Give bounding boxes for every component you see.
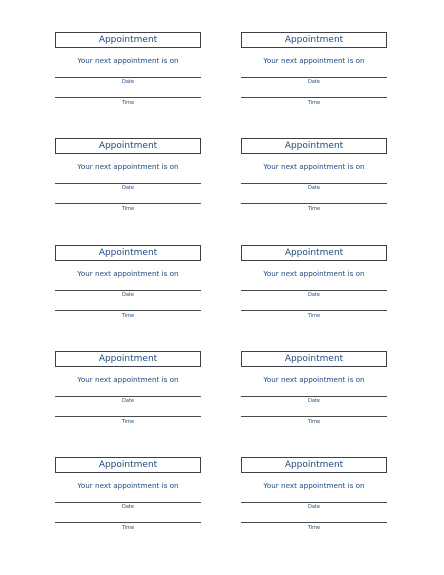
time-label: Time — [121, 100, 135, 106]
card-subtitle: Your next appointment is on — [77, 56, 179, 65]
card-title: Appointment — [98, 141, 158, 151]
time-line — [55, 97, 201, 98]
time-label: Time — [307, 100, 321, 106]
date-line — [241, 290, 387, 291]
card-subtitle: Your next appointment is on — [77, 375, 179, 384]
card-title-box — [55, 138, 201, 154]
date-label: Date — [122, 398, 134, 404]
card-subtitle: Your next appointment is on — [263, 162, 365, 171]
card-title-box — [55, 351, 201, 367]
time-label: Time — [121, 525, 135, 531]
date-label: Date — [122, 79, 134, 85]
card-title-box — [241, 351, 387, 367]
card-title: Appointment — [98, 460, 158, 470]
time-label: Time — [307, 206, 321, 212]
date-line — [55, 183, 201, 184]
date-label: Date — [122, 292, 134, 298]
card-title-box — [55, 245, 201, 261]
appointment-card — [241, 32, 387, 114]
date-line — [241, 396, 387, 397]
card-title-box — [241, 138, 387, 154]
card-title-box — [55, 457, 201, 473]
time-line — [55, 310, 201, 311]
date-label: Date — [122, 185, 134, 191]
time-label: Time — [121, 419, 135, 425]
card-title: Appointment — [284, 248, 344, 258]
card-title: Appointment — [98, 354, 158, 364]
card-subtitle: Your next appointment is on — [263, 269, 365, 278]
appointment-card — [241, 138, 387, 220]
date-line — [55, 396, 201, 397]
date-line — [241, 502, 387, 503]
date-line — [55, 77, 201, 78]
time-label: Time — [307, 419, 321, 425]
appointment-card — [55, 32, 201, 114]
time-label: Time — [121, 206, 135, 212]
time-line — [241, 522, 387, 523]
date-label: Date — [308, 504, 320, 510]
card-title: Appointment — [98, 248, 158, 258]
card-subtitle: Your next appointment is on — [263, 56, 365, 65]
time-label: Time — [121, 313, 135, 319]
appointment-card — [241, 351, 387, 433]
date-label: Date — [308, 398, 320, 404]
time-line — [55, 522, 201, 523]
date-line — [241, 77, 387, 78]
card-subtitle: Your next appointment is on — [77, 269, 179, 278]
card-title-box — [55, 32, 201, 48]
appointment-card — [55, 245, 201, 327]
time-line — [241, 203, 387, 204]
date-label: Date — [308, 79, 320, 85]
date-label: Date — [308, 292, 320, 298]
time-line — [241, 310, 387, 311]
appointment-card — [55, 457, 201, 539]
date-line — [241, 183, 387, 184]
time-label: Time — [307, 313, 321, 319]
date-line — [55, 502, 201, 503]
appointment-card — [55, 351, 201, 433]
card-title-box — [241, 457, 387, 473]
card-title: Appointment — [98, 35, 158, 45]
time-line — [55, 203, 201, 204]
card-title: Appointment — [284, 35, 344, 45]
card-title: Appointment — [284, 460, 344, 470]
date-line — [55, 290, 201, 291]
card-title: Appointment — [284, 141, 344, 151]
card-subtitle: Your next appointment is on — [263, 375, 365, 384]
card-subtitle: Your next appointment is on — [77, 481, 179, 490]
card-subtitle: Your next appointment is on — [77, 162, 179, 171]
card-title-box — [241, 245, 387, 261]
card-subtitle: Your next appointment is on — [263, 481, 365, 490]
date-label: Date — [122, 504, 134, 510]
time-line — [55, 416, 201, 417]
card-title: Appointment — [284, 354, 344, 364]
appointment-card — [241, 245, 387, 327]
time-label: Time — [307, 525, 321, 531]
time-line — [241, 416, 387, 417]
time-line — [241, 97, 387, 98]
appointment-card — [241, 457, 387, 539]
appointment-card — [55, 138, 201, 220]
card-title-box — [241, 32, 387, 48]
date-label: Date — [308, 185, 320, 191]
